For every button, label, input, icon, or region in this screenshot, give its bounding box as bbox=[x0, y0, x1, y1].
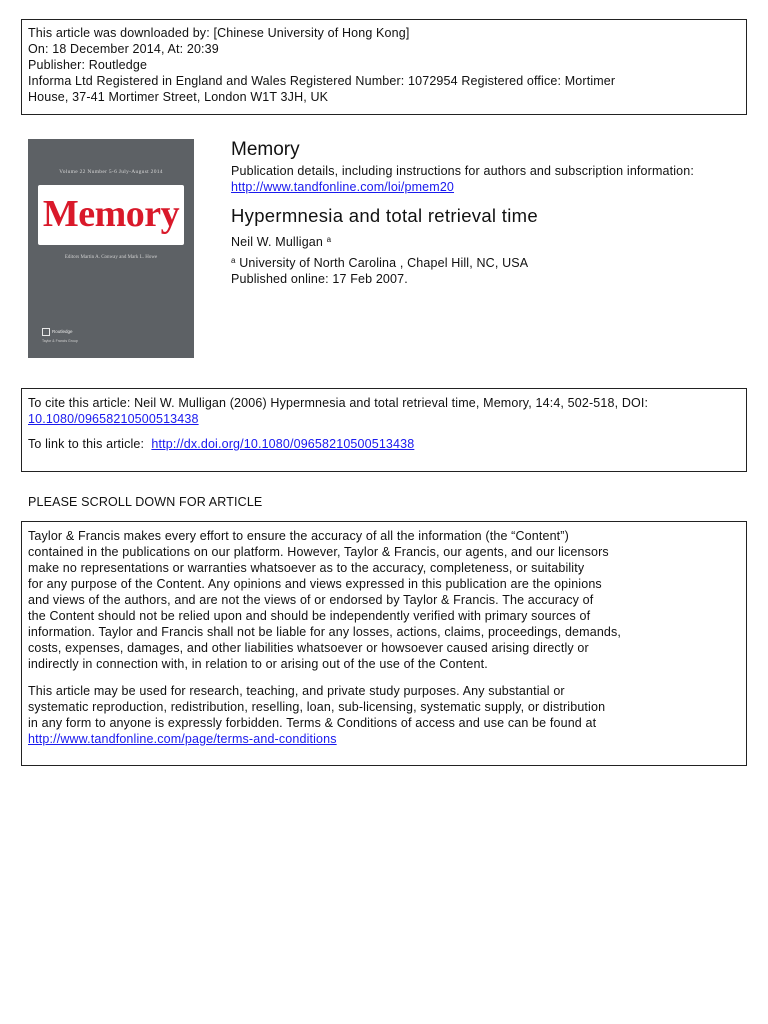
article-title: Hypermnesia and total retrieval time bbox=[231, 205, 538, 226]
disclaimer-line: the Content should not be relied upon and should be independently verified with primary sources of bbox=[28, 609, 591, 623]
disclaimer-line: information. Taylor and Francis shall not be liable for any losses, actions, claims, proceedings, demands, bbox=[28, 625, 622, 639]
cover-issue-line: Volume 22 Number 5-6 July-August 2014 bbox=[59, 169, 163, 175]
doi-link[interactable]: 10.1080/09658210500513438 bbox=[28, 412, 199, 426]
affiliation-marker: a bbox=[231, 256, 236, 265]
article-author bbox=[231, 234, 331, 250]
disclaimer-line: and views of the authors, and are not the views of or endorsed by Taylor & Francis. The accuracy of bbox=[28, 593, 594, 607]
download-notice-line: House, 37-41 Mortimer Street, London W1T 3JH, UK bbox=[28, 90, 329, 104]
publisher-logo-sub: Taylor & Francis Group bbox=[42, 339, 78, 343]
disclaimer-line: costs, expenses, damages, and other liabilities whatsoever or howsoever caused arising directly or bbox=[28, 641, 589, 655]
download-notice-line: Publisher: Routledge bbox=[28, 58, 148, 72]
article-affiliation bbox=[231, 255, 528, 271]
terms-conditions-link[interactable]: http://www.tandfonline.com/page/terms-and-conditions bbox=[28, 732, 337, 746]
published-online: Published online: 17 Feb 2007. bbox=[231, 272, 408, 286]
disclaimer-line: contained in the publications on our platform. However, Taylor & Francis, our agents, and our licensors bbox=[28, 545, 609, 559]
article-doi-url-link[interactable]: http://dx.doi.org/10.1080/09658210500513438 bbox=[151, 437, 415, 451]
publication-details: Publication details, including instructions for authors and subscription information: bbox=[231, 164, 694, 178]
disclaimer-line: Taylor & Francis makes every effort to ensure the accuracy of all the information (the “Content”) bbox=[28, 529, 569, 543]
publisher-logo-name: Routledge bbox=[52, 329, 73, 335]
link-label: To link to this article: bbox=[28, 437, 145, 451]
publisher-logo bbox=[42, 328, 90, 346]
scroll-notice: PLEASE SCROLL DOWN FOR ARTICLE bbox=[28, 495, 263, 509]
disclaimer-line: indirectly in connection with, in relation to or arising out of the use of the Content. bbox=[28, 657, 488, 671]
usage-line: This article may be used for research, teaching, and private study purposes. Any substantial or bbox=[28, 684, 565, 698]
download-notice-line: This article was downloaded by: [Chinese University of Hong Kong] bbox=[28, 26, 410, 40]
link-to-article bbox=[28, 436, 414, 452]
cite-text: To cite this article: Neil W. Mulligan (2006) Hypermnesia and total retrieval time, Memory, 14:4, 502-518, DOI: bbox=[28, 396, 649, 410]
author-name: Neil W. Mulligan bbox=[231, 235, 324, 249]
publisher-logo-icon bbox=[42, 328, 50, 336]
download-notice-line: On: 18 December 2014, At: 20:39 bbox=[28, 42, 219, 56]
usage-line: in any form to anyone is expressly forbidden. Terms & Conditions of access and use can be found at bbox=[28, 716, 597, 730]
journal-title: Memory bbox=[231, 139, 300, 160]
disclaimer-line: for any purpose of the Content. Any opinions and views expressed in this publication are the opinions bbox=[28, 577, 602, 591]
author-affiliation-marker: a bbox=[326, 235, 332, 244]
disclaimer-line: make no representations or warranties whatsoever as to the accuracy, completeness, or suitability bbox=[28, 561, 585, 575]
cover-editors: Editors Martin A. Conway and Mark L. Howe bbox=[64, 255, 158, 260]
journal-url-link[interactable]: http://www.tandfonline.com/loi/pmem20 bbox=[231, 180, 455, 194]
usage-line: systematic reproduction, redistribution, reselling, loan, sub-licensing, systematic supply, or distribution bbox=[28, 700, 606, 714]
download-notice-line: Informa Ltd Registered in England and Wales Registered Number: 1072954 Registered office: Mortimer bbox=[28, 74, 616, 88]
journal-cover-image bbox=[28, 139, 194, 358]
cover-title: Memory bbox=[42, 193, 180, 235]
affiliation-text: University of North Carolina , Chapel Hill, NC, USA bbox=[239, 256, 529, 270]
